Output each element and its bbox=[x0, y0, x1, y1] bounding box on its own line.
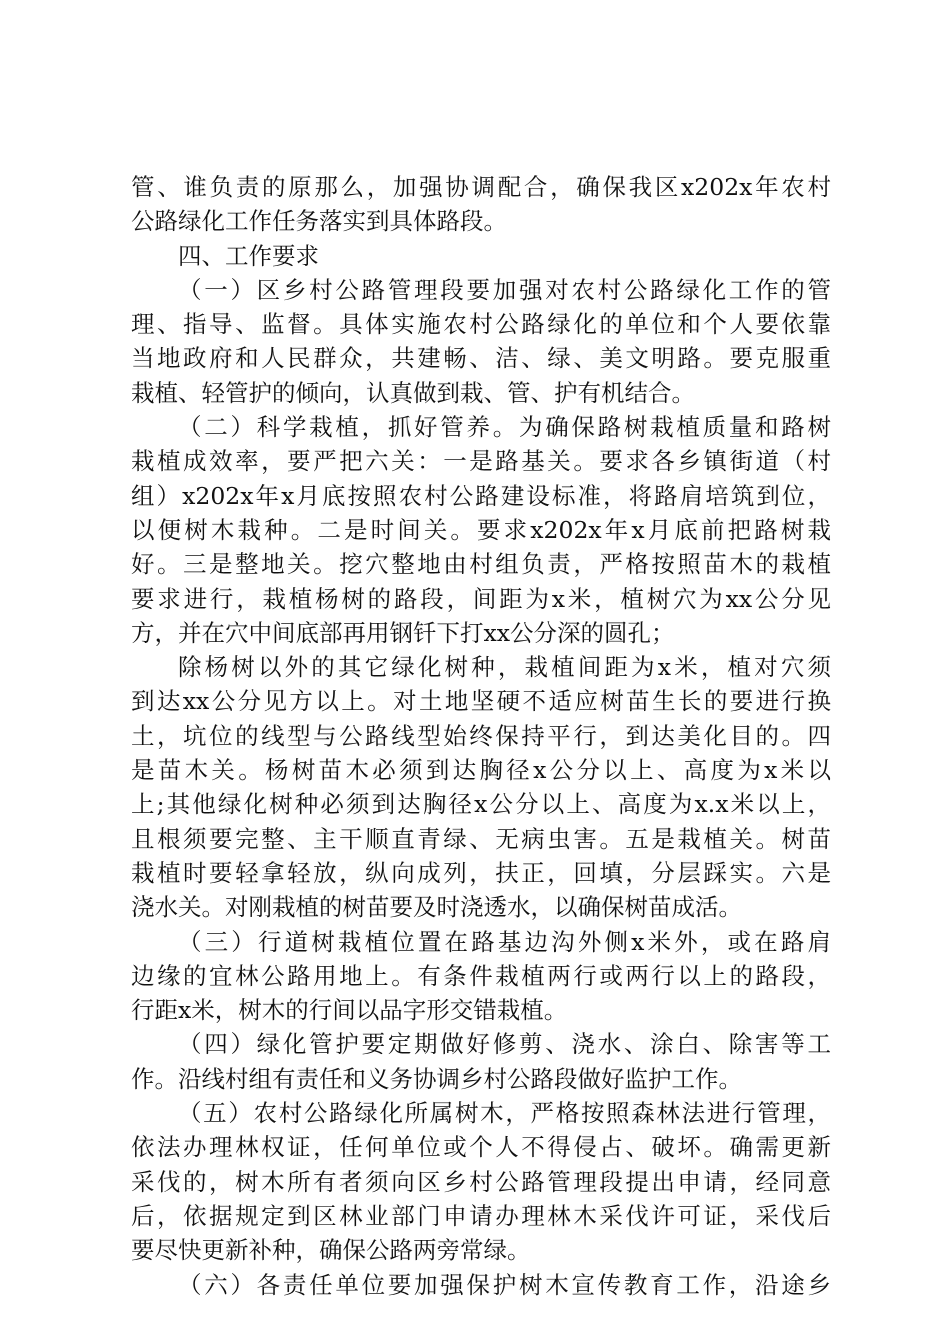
text-line: （六）各责任单位要加强保护树木宣传教育工作，沿途乡 bbox=[178, 1270, 831, 1299]
text-line: （三）行道树栽植位置在路基边沟外侧x米外，或在路肩 bbox=[178, 927, 831, 956]
text-line: 栽植成效率，要严把六关：一是路基关。要求各乡镇街道（村 bbox=[131, 447, 831, 476]
text-line: 行距x米，树木的行间以品字形交错栽植。 bbox=[131, 996, 568, 1025]
text-line: 土，坑位的线型与公路线型始终保持平行，到达美化目的。四 bbox=[131, 721, 831, 750]
text-line: 组）x202x年x月底按照农村公路建设标准，将路肩培筑到位， bbox=[131, 481, 831, 510]
text-line: 采伐的，树木所有者须向区乡村公路管理段提出申请，经同意 bbox=[131, 1167, 831, 1196]
text-line: 当地政府和人民群众，共建畅、洁、绿、美文明路。要克服重 bbox=[131, 344, 831, 373]
text-line: 且根须要完整、主干顺直青绿、无病虫害。五是栽植关。树苗 bbox=[131, 824, 831, 853]
text-line: 依法办理林权证，任何单位或个人不得侵占、破坏。确需更新 bbox=[131, 1133, 831, 1162]
text-line: 浇水关。对刚栽植的树苗要及时浇透水，以确保树苗成活。 bbox=[131, 893, 742, 922]
text-line: （二）科学栽植，抓好管养。为确保路树栽植质量和路树 bbox=[178, 413, 831, 442]
text-line: 管、谁负责的原那么，加强协调配合，确保我区x202x年农村 bbox=[131, 173, 831, 201]
text-line: 上;其他绿化树种必须到达胸径x公分以上、高度为x.x米以上， bbox=[131, 790, 831, 819]
text-line: 栽植、轻管护的倾向，认真做到栽、管、护有机结合。 bbox=[131, 378, 695, 407]
text-line: （一）区乡村公路管理段要加强对农村公路绿化工作的管 bbox=[178, 275, 831, 304]
text-line: （四）绿化管护要定期做好修剪、浇水、涂白、除害等工 bbox=[178, 1030, 831, 1059]
text-line: 理、指导、监督。具体实施农村公路绿化的单位和个人要依靠 bbox=[131, 310, 831, 339]
text-line: 是苗木关。杨树苗木必须到达胸径x公分以上、高度为x米以 bbox=[131, 756, 831, 785]
text-line: 除杨树以外的其它绿化树种，栽植间距为x米，植对穴须 bbox=[178, 653, 831, 682]
text-line: 要尽快更新补种，确保公路两旁常绿。 bbox=[131, 1236, 531, 1265]
text-line: 边缘的宜林公路用地上。有条件栽植两行或两行以上的路段， bbox=[131, 961, 831, 990]
text-line: 栽植时要轻拿轻放，纵向成列，扶正，回填，分层踩实。六是 bbox=[131, 858, 831, 887]
text-line: 到达xx公分见方以上。对土地坚硬不适应树苗生长的要进行换 bbox=[131, 687, 831, 716]
text-line: 好。三是整地关。挖穴整地由村组负责，严格按照苗木的栽植 bbox=[131, 550, 831, 579]
text-line: 以便树木栽种。二是时间关。要求x202x年x月底前把路树栽 bbox=[131, 515, 831, 544]
document-page bbox=[131, 170, 831, 1302]
text-line: 四、工作要求 bbox=[178, 241, 319, 270]
text-line: 要求进行，栽植杨树的路段，间距为x米，植树穴为xx公分见 bbox=[131, 584, 831, 613]
text-line: 方，并在穴中间底部再用钢钎下打xx公分深的圆孔； bbox=[131, 618, 675, 647]
text-line: 作。沿线村组有责任和义务协调乡村公路段做好监护工作。 bbox=[131, 1064, 742, 1093]
text-line: 后，依据规定到区林业部门申请办理林木采伐许可证，采伐后 bbox=[131, 1201, 831, 1230]
text-line: 公路绿化工作任务落实到具体路段。 bbox=[131, 207, 507, 236]
text-line: （五）农村公路绿化所属树木，严格按照森林法进行管理， bbox=[178, 1099, 831, 1128]
